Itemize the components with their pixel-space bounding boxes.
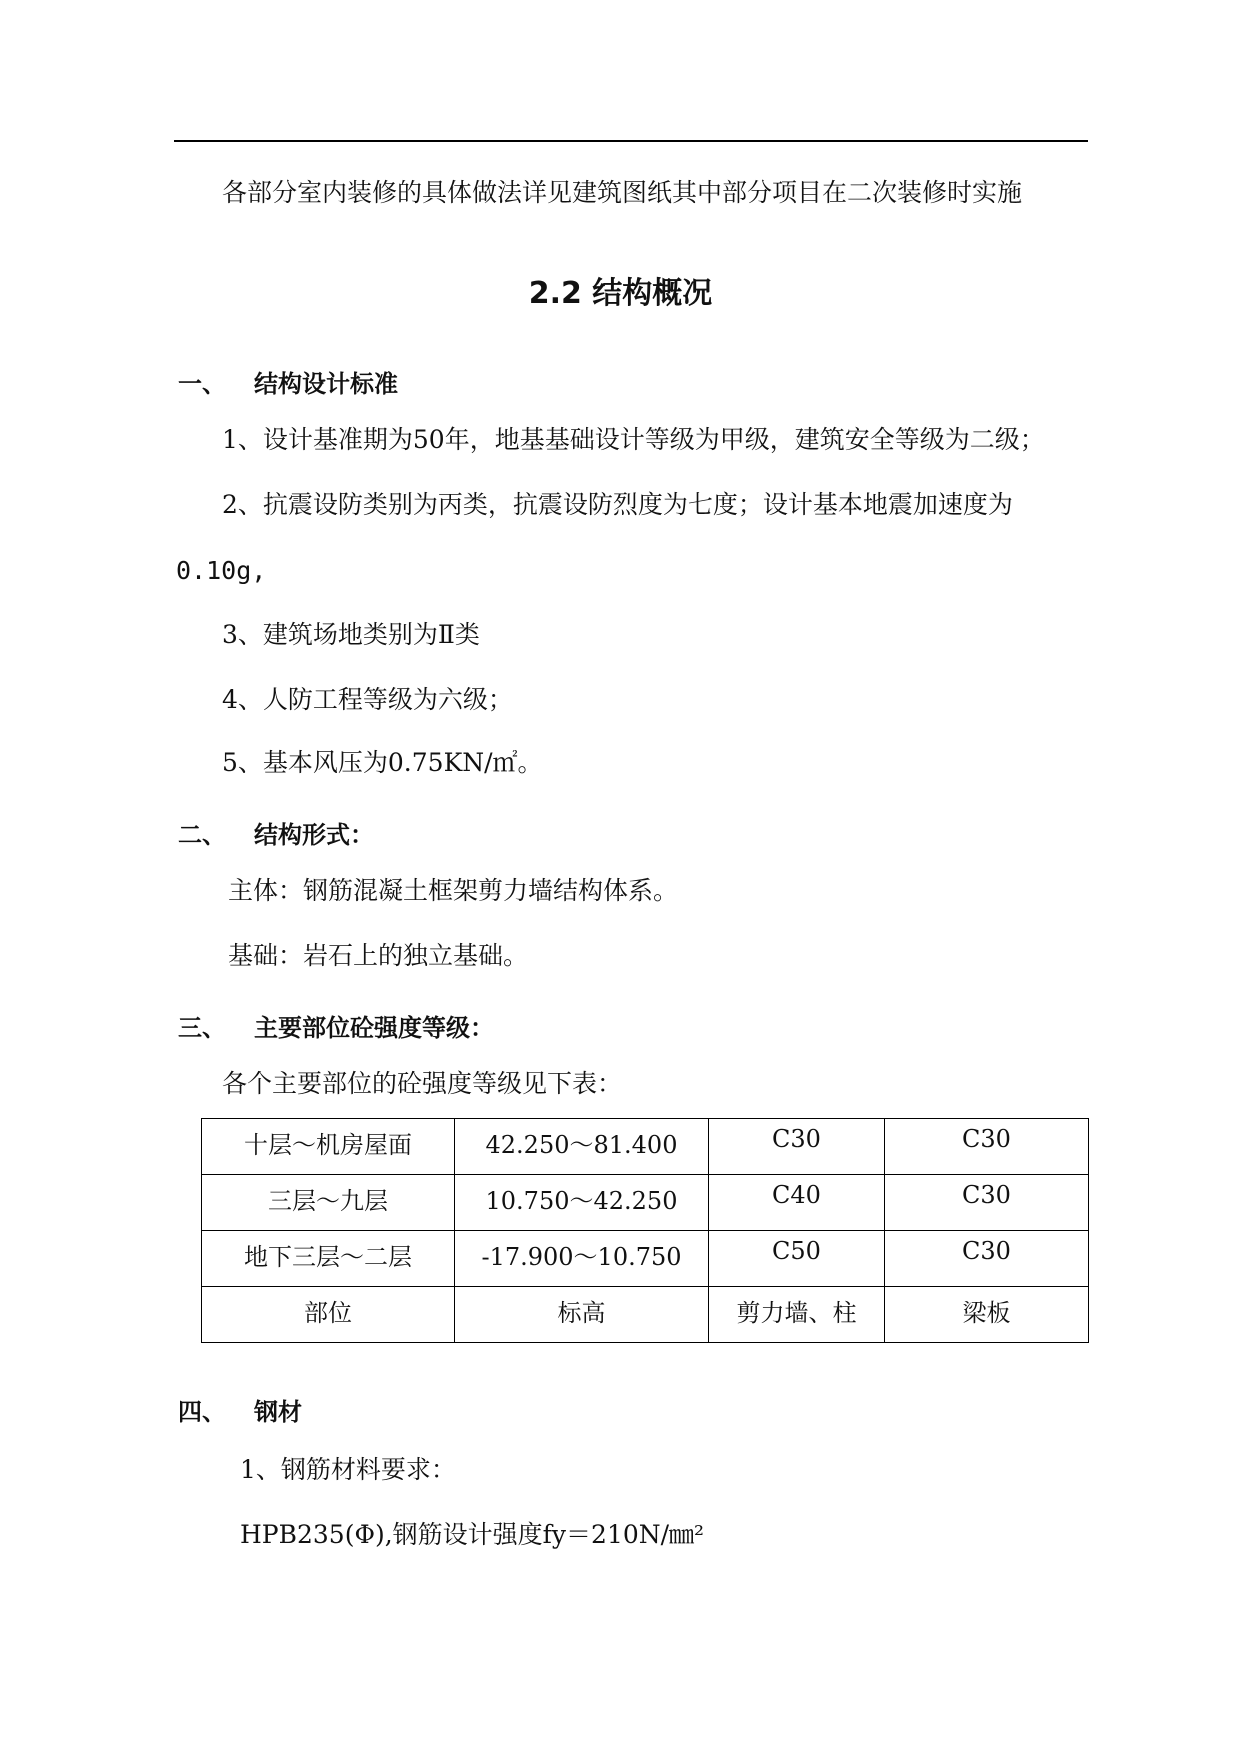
design-standard-item: 5、基本风压为0.75KN/㎡。 [222,748,543,777]
table-cell: 十层～机房屋面 [202,1119,455,1175]
section-heading-4 [178,1392,302,1427]
intro-paragraph: 各部分室内装修的具体做法详见建筑图纸其中部分项目在二次装修时实施 [222,178,1023,207]
section-number: 一、 [178,370,226,398]
section-title-text: 主要部位砼强度等级： [254,1014,494,1042]
table-cell: 部位 [202,1287,455,1343]
table-cell: 剪力墙、柱 [709,1287,885,1343]
design-standard-item-continued: 0.10g, [176,556,267,585]
table-cell: C30 [885,1175,1089,1231]
table-cell: 10.750～42.250 [455,1175,709,1231]
section-heading-2 [178,815,374,850]
steel-strength-text: HPB235(Φ),钢筋设计强度fy＝210N/㎜² [240,1520,705,1549]
design-standard-item: 2、抗震设防类别为丙类，抗震设防烈度为七度；设计基本地震加速度为 [222,490,1013,519]
section-title-text: 结构设计标准 [254,370,398,398]
table-header-row [202,1287,1089,1343]
section-title-text: 结构形式： [254,821,374,849]
section-number: 三、 [178,1014,226,1042]
concrete-intro-text: 各个主要部位的砼强度等级见下表： [222,1069,623,1098]
table-row [202,1119,1089,1175]
structure-main-text: 主体：钢筋混凝土框架剪力墙结构体系。 [228,876,679,905]
table-cell: 42.250～81.400 [455,1119,709,1175]
table-cell: 地下三层～二层 [202,1231,455,1287]
table-cell: 梁板 [885,1287,1089,1343]
table-cell: C30 [885,1231,1089,1287]
concrete-grade-table [201,1118,1089,1343]
table-cell: 标高 [455,1287,709,1343]
section-heading-3 [178,1008,494,1043]
structure-foundation-text: 基础：岩石上的独立基础。 [228,941,529,970]
design-standard-item: 4、人防工程等级为六级； [222,685,513,714]
section-title-text: 钢材 [254,1398,302,1426]
steel-requirement-item: 1、钢筋材料要求： [240,1455,456,1484]
section-title: 2.2 结构概况 [528,276,713,311]
table-cell: C40 [709,1175,885,1231]
table-row [202,1231,1089,1287]
table-cell: C30 [885,1119,1089,1175]
design-standard-item: 1、设计基准期为50年，地基基础设计等级为甲级，建筑安全等级为二级； [222,425,1045,454]
table-row [202,1175,1089,1231]
section-number: 四、 [178,1398,226,1426]
section-number: 二、 [178,821,226,849]
design-standard-item: 3、建筑场地类别为Ⅱ类 [222,620,480,649]
header-rule [174,140,1088,142]
table-cell: C30 [709,1119,885,1175]
table-cell: C50 [709,1231,885,1287]
section-heading-1 [178,364,398,399]
table-cell: 三层～九层 [202,1175,455,1231]
table-cell: -17.900～10.750 [455,1231,709,1287]
